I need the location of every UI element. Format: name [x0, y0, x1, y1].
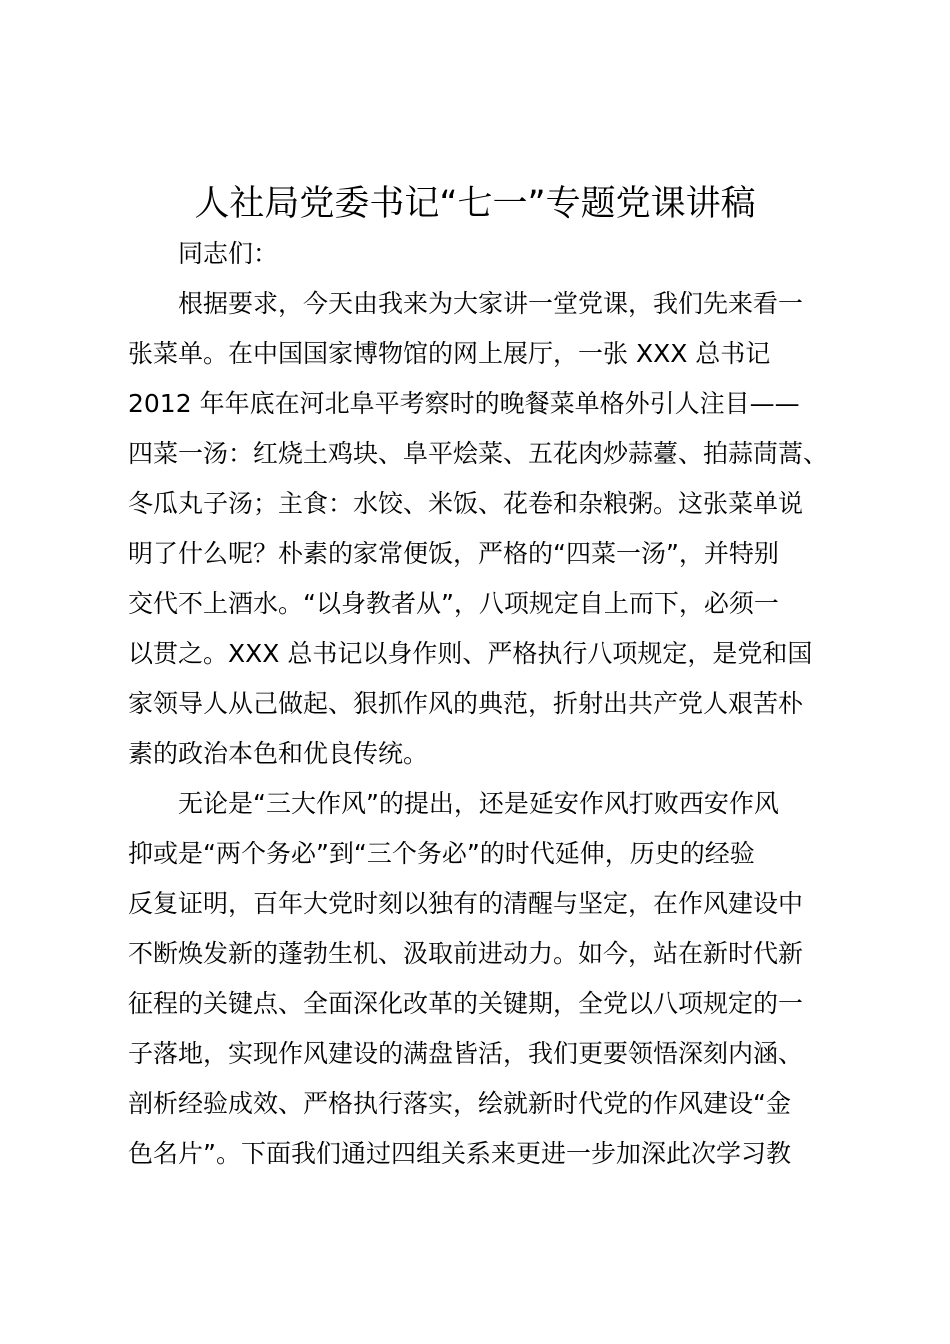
paragraph-line: 明了什么呢？朴素的家常便饭，严格的“四菜一汤”，并特别 [128, 539, 779, 568]
paragraph-line: 抑或是“两个务必”到“三个务必”的时代延伸，历史的经验 [128, 839, 755, 868]
greeting: 同志们： [178, 239, 279, 268]
paragraph-line: 征程的关键点、全面深化改革的关键期，全党以八项规定的一 [128, 989, 804, 1018]
paragraph-line: 交代不上酒水。“以身教者从”，八项规定自上而下，必须一 [128, 589, 779, 618]
paragraph-line: 反复证明，百年大党时刻以独有的清醒与坚定，在作风建设中 [128, 889, 804, 918]
paragraph-line: 不断焕发新的蓬勃生机、汲取前进动力。如今，站在新时代新 [128, 939, 804, 968]
paragraph-line: 素的政治本色和优良传统。 [128, 739, 429, 768]
paragraph-line: 根据要求，今天由我来为大家讲一堂党课，我们先来看一 [178, 289, 804, 318]
paragraph-line: 张菜单。在中国国家博物馆的网上展厅，一张 XXX 总书记 [128, 339, 771, 368]
paragraph-line: 家领导人从己做起、狠抓作风的典范，折射出共产党人艰苦朴 [128, 689, 804, 718]
paragraph-line: 冬瓜丸子汤；主食：水饺、米饭、花卷和杂粮粥。这张菜单说 [128, 489, 804, 518]
paragraph-line: 以贯之。XXX 总书记以身作则、严格执行八项规定，是党和国 [128, 639, 813, 668]
paragraph-line: 无论是“三大作风”的提出，还是延安作风打败西安作风 [178, 789, 779, 818]
paragraph-line: 子落地，实现作风建设的满盘皆活，我们更要领悟深刻内涵、 [128, 1039, 804, 1068]
paragraph-line: 四菜一汤：红烧土鸡块、阜平烩菜、五花肉炒蒜薹、拍蒜茼蒿、 [128, 439, 829, 468]
paragraph-line: 剖析经验成效、严格执行落实，绘就新时代党的作风建设“金 [128, 1089, 791, 1118]
paragraph-line: 2012 年年底在河北阜平考察时的晚餐菜单格外引人注目—— [128, 389, 800, 418]
paragraph-line: 色名片”。下面我们通过四组关系来更进一步加深此次学习教 [128, 1139, 791, 1168]
document-title: 人社局党委书记“七一”专题党课讲稿 [194, 184, 756, 224]
